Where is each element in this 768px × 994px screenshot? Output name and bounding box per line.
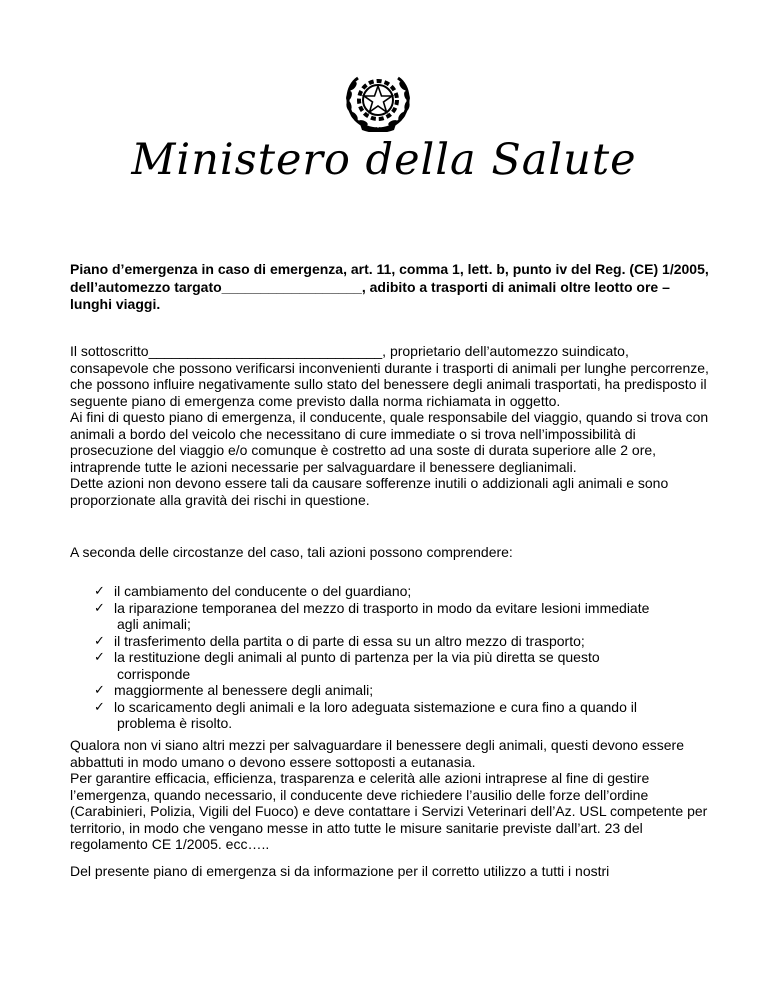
list-item-continuation: agli animali; bbox=[117, 616, 191, 632]
checkmark-icon: ✓ bbox=[94, 698, 105, 714]
list-item-text: lo scaricamento degli animali e la loro adeguata sistemazione e cura fino a quando il bbox=[114, 698, 637, 715]
list-item-text: il trasferimento della partita o di parte di essa su un altro mezzo di trasporto; bbox=[114, 632, 585, 649]
list-item-text: maggiormente al benessere degli animali; bbox=[114, 682, 374, 698]
ministry-name: Ministero della Salute bbox=[131, 135, 637, 185]
list-item-text: la restituzione degli animali al punto di partenza per la via più diretta se questo bbox=[114, 649, 600, 665]
list-item bbox=[94, 682, 714, 699]
actions-list bbox=[94, 583, 714, 732]
paragraph: Il sottoscritto______________________________, proprietario dell’automezzo suindicato, consapevole che possono verificarsi inconvenienti durante i trasporti di animali per lunghe percorrenze, che possono influire negativamente sullo stato del benessere degli animali trasportati, ha predisposto il seguente piano di emergenza come previsto dalla norma richiamata in oggetto. bbox=[70, 343, 709, 409]
checkmark-icon: ✓ bbox=[94, 599, 105, 615]
list-item-text: la riparazione temporanea del mezzo di trasporto in modo da evitare lesioni immediate bbox=[114, 599, 650, 616]
paragraph: Qualora non vi siano altri mezzi per salvaguardare il benessere degli animali, questi devono essere abbattuti in modo umano o devono essere sottoposti a eutanasia. bbox=[70, 737, 685, 770]
checkmark-icon: ✓ bbox=[94, 632, 105, 648]
checkmark-icon: ✓ bbox=[94, 682, 105, 697]
italian-republic-emblem-icon bbox=[336, 68, 420, 132]
document-title: Piano d’emergenza in caso di emergenza, art. 11, comma 1, lett. b, punto iv del Reg. (CE) 1/2005, dell’automezzo targato__________________, adibito a trasporti di animali oltre leotto ore – lunghi viaggi. bbox=[70, 261, 709, 312]
list-intro: A seconda delle circostanze del caso, tali azioni possono comprendere: bbox=[70, 544, 513, 560]
paragraph: Per garantire efficacia, efficienza, trasparenza e celerità alle azioni intraprese al fine di gestire l’emergenza, quando necessario, il conducente deve richiedere l’ausilio delle forze dell’ordine (Carabinieri, Polizia, Vigili del Fuoco) e deve contattare i Servizi Veterinari dell’Az. USL competente per territorio, in modo che vengano messe in atto tutte le misure sanitarie previste dall’art. 23 del regolamento CE 1/2005. ecc….. bbox=[70, 770, 708, 852]
list-item bbox=[94, 600, 714, 633]
list-item-text: il cambiamento del conducente o del guardiano; bbox=[114, 583, 412, 599]
list-item bbox=[94, 633, 714, 650]
list-item bbox=[94, 699, 714, 732]
closing-section bbox=[70, 737, 710, 853]
list-item bbox=[94, 583, 714, 600]
checkmark-icon: ✓ bbox=[94, 583, 105, 598]
list-item bbox=[94, 649, 714, 682]
intro-section bbox=[70, 343, 710, 508]
checkmark-icon: ✓ bbox=[94, 649, 105, 664]
paragraph: Dette azioni non devono essere tali da causare sofferenze inutili o addizionali agli animali e sono proporzionate alla gravità dei rischi in questione. bbox=[70, 475, 669, 508]
paragraph: Ai fini di questo piano di emergenza, il conducente, quale responsabile del viaggio, quando si trova con animali a bordo del veicolo che necessitano di cure immediate o si trova nell’impossibilità di prosecuzione del viaggio e/o comunque è costretto ad una soste di durata superiore alle 2 ore, intraprende tutte le azioni necessarie per salvaguardare il benessere deglianimali. bbox=[70, 409, 709, 475]
list-item-continuation: problema è risolto. bbox=[117, 715, 233, 731]
list-item-continuation: corrisponde bbox=[117, 665, 191, 682]
final-paragraph: Del presente piano di emergenza si da informazione per il corretto utilizzo a tutti i nostri bbox=[70, 863, 610, 879]
